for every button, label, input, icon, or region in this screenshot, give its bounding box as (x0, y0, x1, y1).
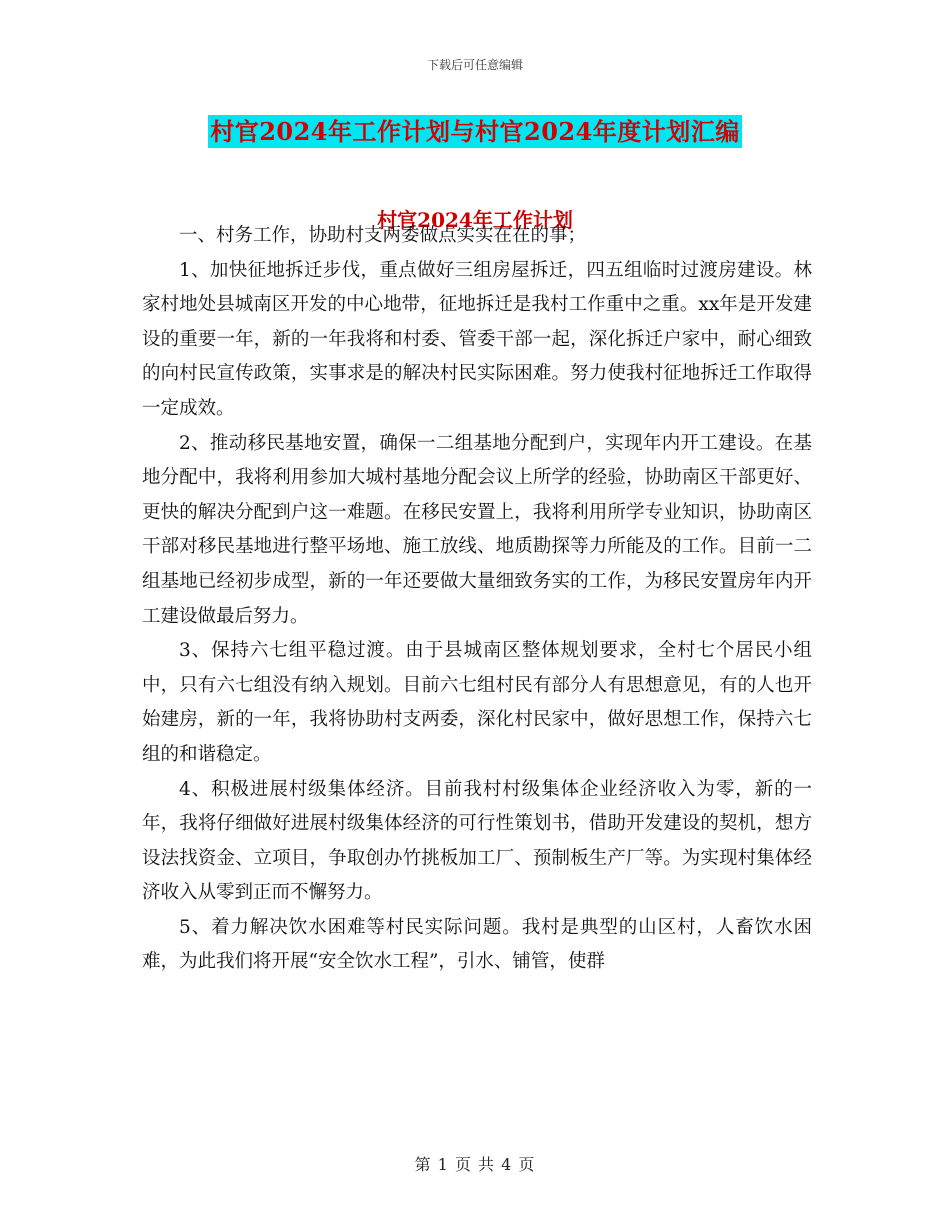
section-title: 村官2024年工作计划 (377, 208, 573, 232)
document-body (142, 219, 812, 980)
page-number: 第 1 页 共 4 页 (414, 1155, 536, 1174)
paragraph-item-2: 2、推动移民基地安置，确保一二组基地分配到户，实现年内开工建设。在基地分配中，我将利用参加大城村基地分配会议上所学的经验，协助南区干部更好、更快的解决分配到户这一难题。在移民安置上，我将利用所学专业知识，协助南区干部对移民基地进行整平场地、施工放线、地质勘探等力所能及的工作。目前一二组基地已经初步成型，新的一年还要做大量细致务实的工作，为移民安置房年内开工建设做最后努力。 (142, 432, 812, 627)
document-title (0, 112, 950, 147)
paragraph-item-1: 1、加快征地拆迁步伐，重点做好三组房屋拆迁，四五组临时过渡房建设。林家村地处县城南区开发的中心地带，征地拆迁是我村工作重中之重。xx年是开发建设的重要一年，新的一年我将和村委、管委干部一起，深化拆迁户家中，耐心细致的向村民宣传政策，实事求是的解决村民实际困难。努力使我村征地拆迁工作取得一定成效。 (142, 259, 812, 419)
header-note: 下载后可任意编辑 (426, 58, 523, 72)
paragraph-item-3: 3、保持六七组平稳过渡。由于县城南区整体规划要求，全村七个居民小组中，只有六七组没有纳入规划。目前六七组村民有部分人有思想意见，有的人也开始建房，新的一年，我将协助村支两委，深化村民家中，做好思想工作，保持六七组的和谐稳定。 (142, 640, 812, 765)
paragraph-intro: 一、村务工作，协助村支两委做点实实在在的事； (179, 225, 587, 246)
document-title-text: 村官2024年工作计划与村官2024年度计划汇编 (210, 117, 740, 146)
paragraph-item-5: 5、着力解决饮水困难等村民实际问题。我村是典型的山区村，人畜饮水困难，为此我们将开展“安全饮水工程”，引水、铺管，使群 (142, 916, 812, 973)
paragraph-item-4: 4、积极进展村级集体经济。目前我村村级集体企业经济收入为零，新的一年，我将仔细做好进展村级集体经济的可行性策划书，借助开发建设的契机，想方设法找资金、立项目，争取创办竹挑板加工厂、预制板生产厂等。为实现村集体经济收入从零到正而不懈努力。 (142, 778, 812, 904)
